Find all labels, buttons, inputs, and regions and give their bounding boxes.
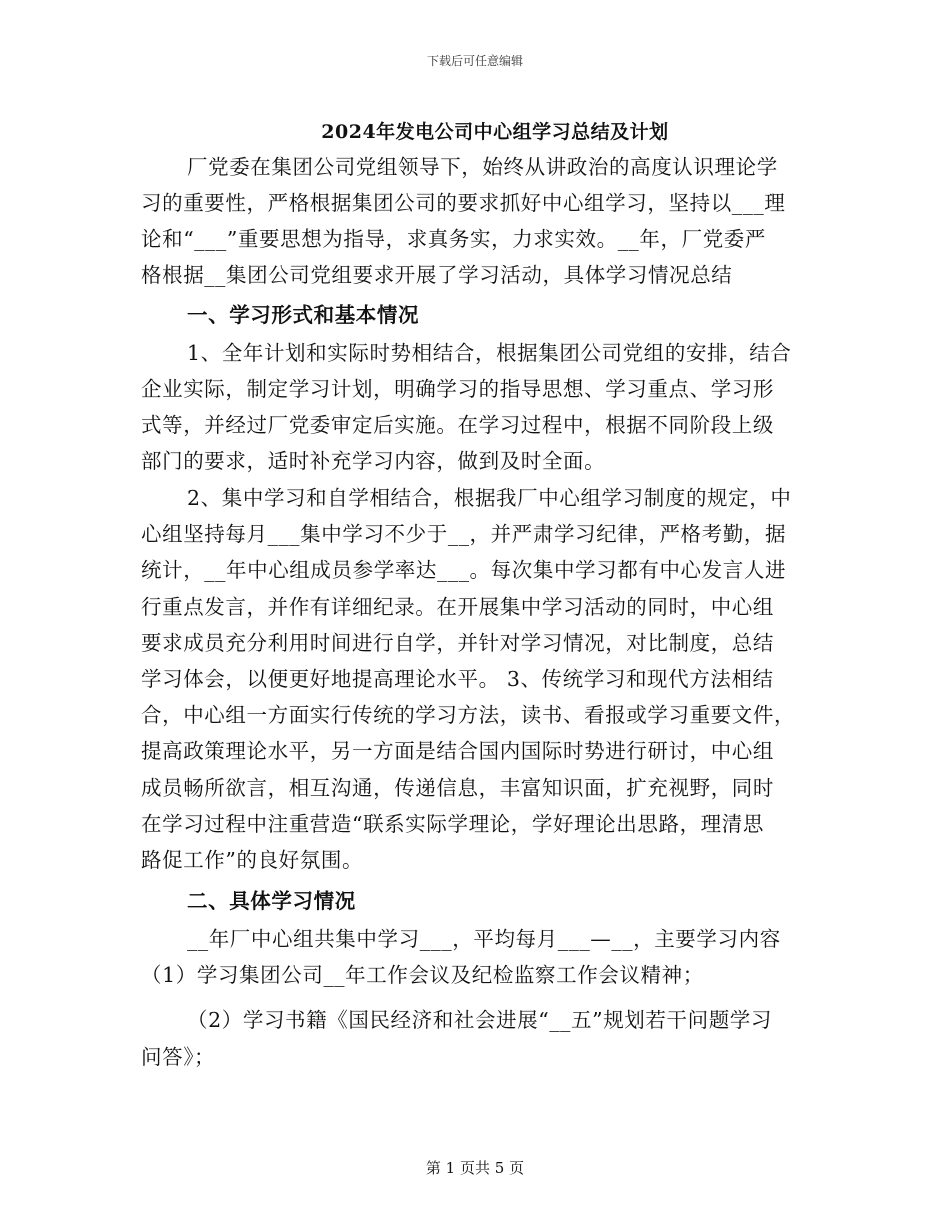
paragraph-line: 统计，__年中心组成员参学率达___。每次集中学习都有中心发言人进 [141, 558, 787, 582]
section-heading: 一、学习形式和基本情况 [187, 303, 420, 327]
paragraph-line: 在学习过程中注重营造“联系实际学理论，学好理论出思路，理清思 [141, 812, 764, 836]
paragraph-line: 企业实际，制定学习计划，明确学习的指导思想、学习重点、学习形 [141, 377, 774, 401]
section-heading: 二、具体学习情况 [187, 889, 356, 913]
document-title: 2024年发电公司中心组学习总结及计划 [321, 121, 669, 143]
paragraph-line: （1）学习集团公司__年工作会议及纪检监察工作会议精神； [141, 963, 704, 987]
paragraph-line: 要求成员充分利用时间进行自学，并针对学习情况，对比制度，总结 [141, 631, 774, 655]
paragraph-line: 合，中心组一方面实行传统的学习方法，读书、看报或学习重要文件， [141, 703, 796, 727]
paragraph-line: 式等，并经过厂党委审定后实施。在学习过程中，根据不同阶段上级 [141, 413, 774, 437]
paragraph-line: 提高政策理论水平，另一方面是结合国内国际时势进行研讨，中心组 [141, 739, 774, 763]
paragraph-line: 格根据__集团公司党组要求开展了学习活动，具体学习情况总结 [141, 263, 733, 287]
paragraph-line: 问答》； [141, 1045, 216, 1069]
paragraph-line: 2、集中学习和自学相结合，根据我厂中心组学习制度的规定，中 [187, 486, 792, 510]
page-header-note: 下载后可任意编辑 [426, 54, 523, 68]
paragraph-line: 习的重要性，严格根据集团公司的要求抓好中心组学习，坚持以___理 [141, 191, 786, 215]
paragraph-line: 心组坚持每月___集中学习不少于__，并严肃学习纪律，严格考勤，据 [141, 522, 787, 546]
paragraph-line: 部门的要求，适时补充学习内容，做到及时全面。 [141, 449, 606, 473]
paragraph-line: 成员畅所欲言，相互沟通，传递信息，丰富知识面，扩充视野，同时 [141, 776, 774, 800]
page-footer-page-number: 第 1 页共 5 页 [425, 1159, 525, 1177]
paragraph-line: 厂党委在集团公司党组领导下，始终从讲政治的高度认识理论学 [187, 155, 778, 179]
paragraph-line: __年厂中心组共集中学习___，平均每月___—__，主要学习内容 [187, 927, 781, 951]
paragraph-line: 路促工作”的良好氛围。 [141, 848, 364, 872]
paragraph-line: 行重点发言，并作有详细纪录。在开展集中学习活动的同时，中心组 [141, 595, 774, 619]
paragraph-line: 1、全年计划和实际时势相结合，根据集团公司党组的安排，结合 [187, 341, 792, 365]
paragraph-line: 论和“___”重要思想为指导，求真务实，力求实效。__年，厂党委严 [141, 227, 767, 251]
paragraph-line: （2）学习书籍《国民经济和社会进展“__五”规划若干问题学习 [187, 1008, 773, 1032]
paragraph-line: 学习体会，以便更好地提高理论水平。 3、传统学习和现代方法相结 [141, 667, 774, 691]
